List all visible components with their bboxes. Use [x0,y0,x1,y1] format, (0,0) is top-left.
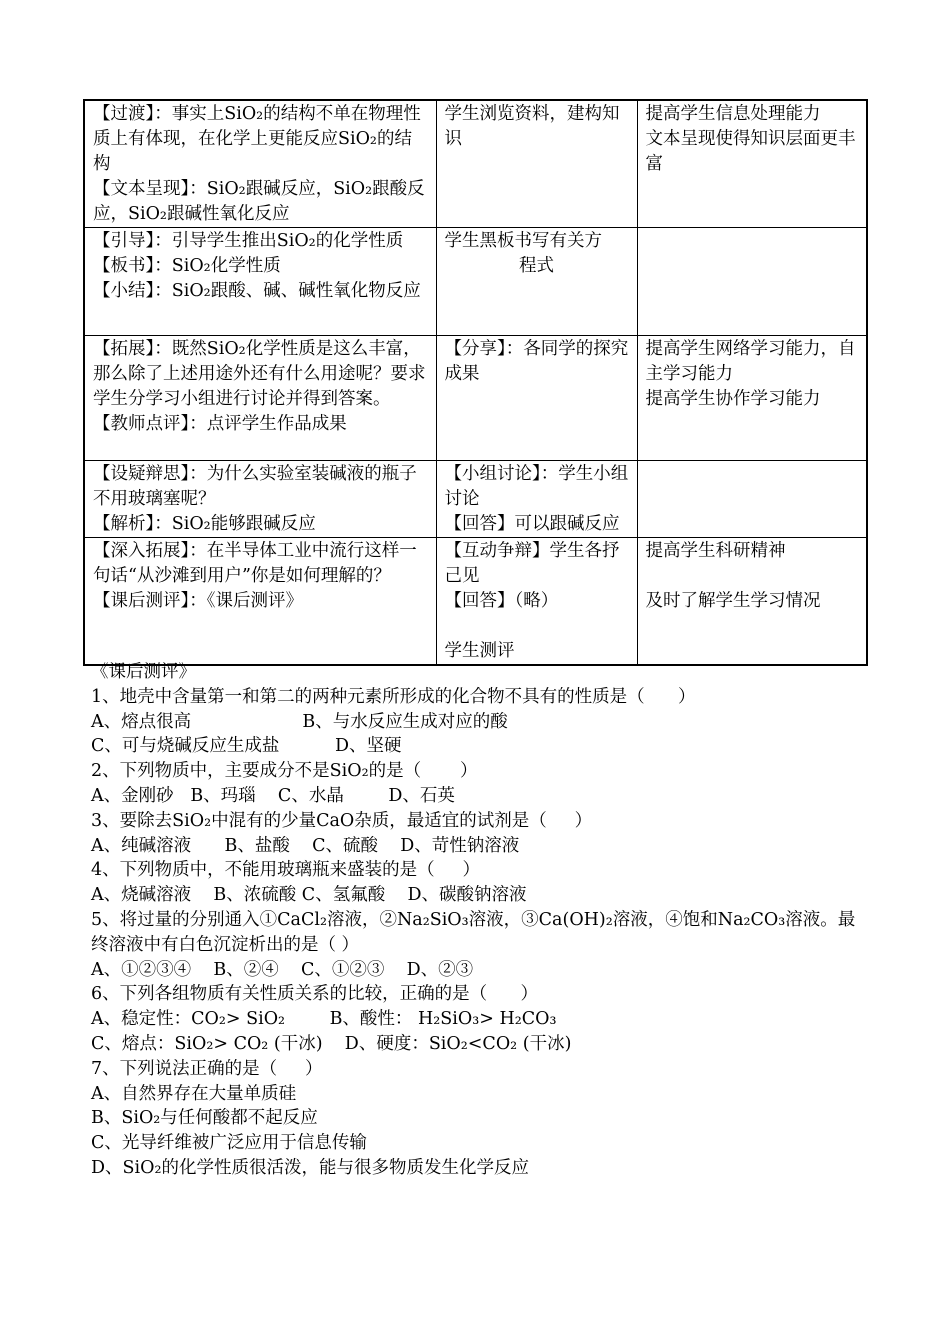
student-text: 【分享】：各同学的探究成果 [444,339,629,384]
question-1: 1、地壳中含量第一和第二的两种元素所形成的化合物不具有的性质是（ ） [91,686,696,707]
design-intent-cell [637,461,867,538]
question-6: 6、下列各组物质有关性质关系的比较，正确的是（ ） [91,984,539,1005]
intent-text: 及时了解学生学习情况 [645,591,821,611]
student-activity-cell [436,100,637,228]
student-activity-cell [436,461,637,538]
intent-text: 提高学生网络学习能力，自主学习能力 [645,339,856,384]
teacher-text: 【设疑辩思】：为什么实验室装碱液的瓶子不用玻璃塞呢？ [93,464,417,509]
question-4-options: A、烧碱溶液 B、浓硫酸 C、氢氟酸 D、碳酸钠溶液 [91,885,527,906]
teacher-text: 【深入拓展】：在半导体工业中流行这样一句话“从沙滩到用户”你是如何理解的？ [93,541,417,586]
question-5-options: A、①②③④ B、②④ C、①②③ D、②③ [91,959,474,980]
lesson-plan-table [83,99,868,666]
student-text: 【回答】可以跟碱反应 [444,514,620,534]
question-3-options: A、纯碱溶液 B、盐酸 C、硫酸 D、苛性钠溶液 [91,835,520,856]
teacher-text: 【引导】：引导学生推出SiO₂的化学性质 [93,231,404,251]
intent-text: 提高学生协作学习能力 [645,389,821,409]
question-7-option-b: B、SiO₂与任何酸都不起反应 [91,1108,318,1129]
table-row [84,228,867,336]
student-text: 【小组讨论】：学生小组讨论 [444,464,629,509]
design-intent-cell [637,228,867,336]
question-7-option-a: A、自然界存在大量单质硅 [91,1083,297,1104]
teacher-text: 【拓展】：既然SiO₂化学性质是这么丰富，那么除了上述用途外还有什么用途呢？要求学生分学习小组进行讨论并得到答案。 [93,339,426,409]
student-text: 程式 [519,256,554,276]
teacher-text: 【过渡】：事实上SiO₂的结构不单在物理性质上有体现，在化学上更能反应SiO₂的结构 [93,104,421,174]
question-4: 4、下列物质中，不能用玻璃瓶来盛装的是（ ） [91,860,480,881]
quiz-heading: 《课后测评》 [91,662,196,682]
teacher-text: 【文本呈现】：SiO₂跟碱反应，SiO₂跟酸反应，SiO₂跟碱性氧化反应 [93,179,425,224]
intent-text [646,564,859,589]
student-activity-cell [436,336,637,461]
design-intent-cell [637,538,867,666]
intent-text: 提高学生科研精神 [645,541,786,561]
design-intent-cell [637,100,867,228]
question-3: 3、要除去SiO₂中混有的少量CaO杂质，最适宜的试剂是（ ） [91,810,593,831]
post-class-quiz [91,660,871,1181]
question-2: 2、下列物质中，主要成分不是SiO₂的是（ ） [91,761,478,782]
teacher-text: 【板书】：SiO₂化学性质 [93,256,281,276]
student-text: 学生黑板书写有关方 [444,231,602,251]
intent-text: 文本呈现使得知识层面更丰富 [645,129,856,174]
student-text: 学生测评 [444,641,515,661]
teacher-activity-cell [84,100,436,228]
teacher-activity-cell [84,336,436,461]
question-5: 5、将过量的分别通入①CaCl₂溶液，②Na₂SiO₃溶液，③Ca(OH)₂溶液，④饱和Na₂CO₃溶液。最终溶液中有白色沉淀析出的是（ ） [91,909,856,955]
teacher-activity-cell [84,228,436,336]
student-activity-cell [436,538,637,666]
teacher-text: 【教师点评】：点评学生作品成果 [93,414,347,434]
teacher-text: 【解析】：SiO₂能够跟碱反应 [93,514,316,534]
student-text: 学生浏览资料，建构知识 [444,104,620,149]
teacher-activity-cell [84,461,436,538]
teacher-text: 【小结】：SiO₂跟酸、碱、碱性氧化物反应 [93,281,421,301]
question-7: 7、下列说法正确的是（ ） [91,1058,323,1079]
question-7-option-d: D、SiO₂的化学性质很活泼，能与很多物质发生化学反应 [91,1157,529,1178]
student-activity-cell [436,228,637,336]
table-row [84,100,867,228]
table-row [84,336,867,461]
question-1-options-cd: C、可与烧碱反应生成盐 D、坚硬 [91,736,402,757]
student-text: 【互动争辩】学生各抒己见 [444,541,620,586]
design-intent-cell [637,336,867,461]
table-row [84,538,867,666]
question-1-options-ab: A、熔点很高 B、与水反应生成对应的酸 [91,711,508,732]
question-6-options-ab: A、稳定性：CO₂> SiO₂ B、酸性： H₂SiO₃> H₂CO₃ [91,1009,557,1030]
teacher-text: 【课后测评】：《课后测评》 [93,591,303,611]
student-text: 【回答】（略） [444,591,559,611]
question-2-options: A、金刚砂 B、玛瑙 C、水晶 D、石英 [91,785,455,806]
teacher-activity-cell [84,538,436,666]
question-7-option-c: C、光导纤维被广泛应用于信息传输 [91,1133,367,1154]
table-row [84,461,867,538]
intent-text: 提高学生信息处理能力 [645,104,821,124]
question-6-options-cd: C、熔点：SiO₂> CO₂ (干冰) D、硬度：SiO₂<CO₂ (干冰) [91,1033,572,1054]
student-text [445,614,629,639]
